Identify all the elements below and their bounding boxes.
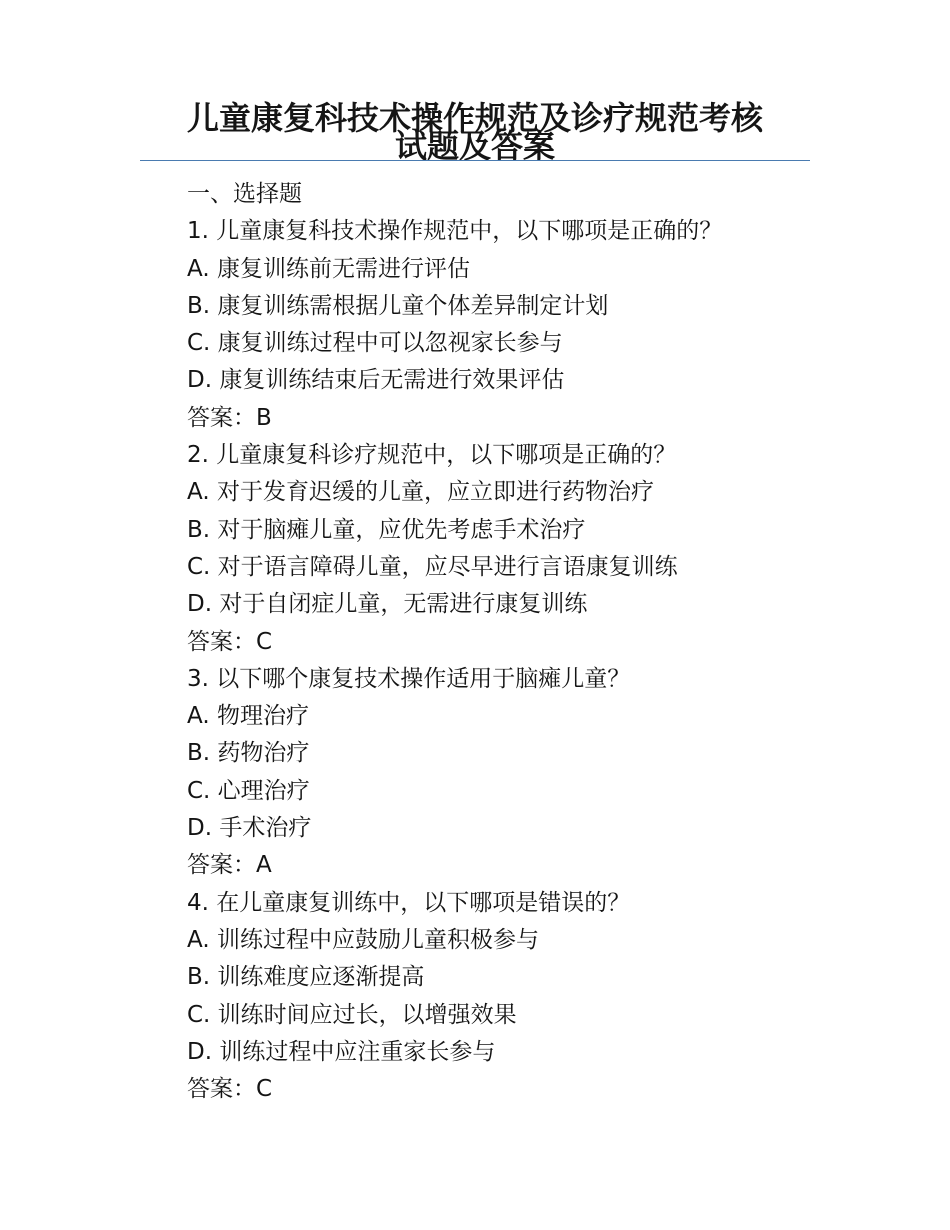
question-option: C. 训练时间应过长，以增强效果 [187,1001,517,1028]
document-body [187,176,827,1108]
question-option: D. 训练过程中应注重家长参与 [187,1038,496,1065]
question-stem: 3. 以下哪个康复技术操作适用于脑瘫儿童？ [187,665,631,692]
question-option: A. 对于发育迟缓的儿童，应立即进行药物治疗 [187,479,654,506]
question-answer: 答案：B [187,404,272,431]
question-option: C. 心理治疗 [187,777,310,804]
question-answer: 答案：C [187,1076,273,1103]
question-option: A. 康复训练前无需进行评估 [187,255,470,282]
question-stem: 4. 在儿童康复训练中，以下哪项是错误的？ [187,889,631,916]
question-option: C. 康复训练过程中可以忽视家长参与 [187,330,563,357]
question-answer: 答案：C [187,628,273,655]
title-line-2: 试题及答案 [394,127,555,165]
question-option: D. 对于自闭症儿童，无需进行康复训练 [187,591,588,618]
question-option: B. 训练难度应逐渐提高 [187,964,425,991]
question-option: B. 药物治疗 [187,740,310,767]
question-answer: 答案：A [187,852,272,879]
document-title [140,99,810,165]
title-line-1: 儿童康复科技术操作规范及诊疗规范考核 [186,99,763,137]
question-option: A. 物理治疗 [187,703,309,730]
question-option: C. 对于语言障碍儿童，应尽早进行言语康复训练 [187,553,678,580]
question-option: A. 训练过程中应鼓励儿童积极参与 [187,926,539,953]
question-option: D. 康复训练结束后无需进行效果评估 [187,367,565,394]
question-option: B. 对于脑瘫儿童，应优先考虑手术治疗 [187,516,586,543]
question-option: D. 手术治疗 [187,815,312,842]
question-stem: 2. 儿童康复科诊疗规范中，以下哪项是正确的？ [187,442,677,469]
question-option: B. 康复训练需根据儿童个体差异制定计划 [187,292,609,319]
question-stem: 1. 儿童康复科技术操作规范中，以下哪项是正确的？ [187,218,723,245]
title-underline [140,160,810,161]
section-heading: 一、选择题 [187,181,302,207]
